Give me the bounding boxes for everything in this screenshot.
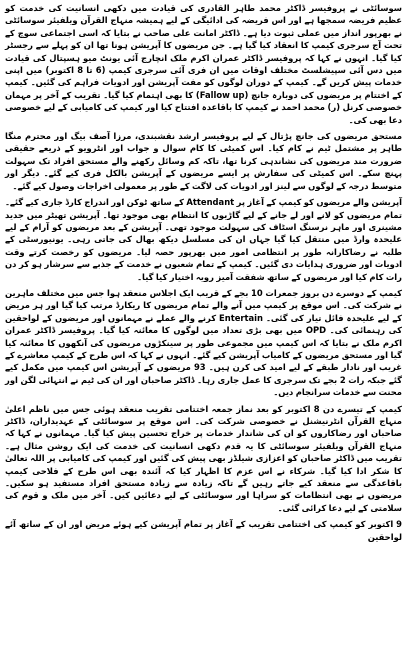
article-paragraph: کیمپ کے تیسرے دن 8 اکتوبر کو بعد نماز جمعہ اختتامی تقریب منعقد ہوئی جس میں ناظم اعلیٰ منہاج القرآن انٹرنیشنل نے خصوصی شرکت کی۔ اس موقع پر سوسائٹی کے عہدیداران، ڈاکٹر صاحبان اور رضاکاروں کو ان کی شاندار خدمات پر خراج تحسین پیش کیا گیا۔ مہمانوں نے کہا کہ منہاج القرآن ویلفیئر سوسائٹی کا یہ قدم دکھی انسانیت کی خدمت کی ایک روشن مثال ہے۔ تقریب میں ڈاکٹر صاحبان کو اعزازی شیلڈز بھی پیش کی گئیں اور کیمپ کی کامیابی پر اللہ تعالیٰ کا شکر ادا کیا گیا۔ شرکاء نے اس عزم کا اظہار کیا کہ آئندہ بھی اس طرح کے فلاحی کیمپ باقاعدگی سے منعقد کیے جاتے رہیں گے تاکہ زیادہ سے زیادہ مستحق افراد مستفید ہو سکیں۔ مریضوں نے بھی انتظامات کو سراہا اور سوسائٹی کے لیے دعائیں کیں۔ آخر میں ملک و قوم کی سلامتی کے لیے دعا کرائی گئی۔ [5,403,402,513]
article-paragraph: آپریشن والے مریضوں کو کیمپ کے آغاز پر Attendant کے ساتھ ٹوکن اور اندراج کارڈ جاری کیے گئے۔ تمام مریضوں کو لانے اور لے جانے کے لیے گاڑیوں کا انتظام بھی موجود تھا۔ آپریشن تھیٹر میں جدید مشینری اور ماہر نرسنگ اسٹاف کی سہولت موجود تھی۔ آپریشن کے بعد مریضوں کو آرام کے لیے علیحدہ وارڈ میں منتقل کیا گیا جہاں ان کی مسلسل دیکھ بھال کی جاتی رہی۔ یونیورسٹی کے طلبہ نے رضاکارانہ طور پر انتظامی امور میں بھرپور حصہ لیا۔ مریضوں کو رخصت کرتے وقت ادویات اور ضروری ہدایات دی گئیں۔ کیمپ کے تمام شعبوں نے خدمت کے جذبے سے سرشار ہو کر دن رات کام کیا اور مریضوں کے ساتھ شفقت آمیز رویہ اختیار کیا گیا۔ [5,197,402,282]
article-paragraph: سوسائٹی نے پروفیسر ڈاکٹر محمد طاہر القادری کی قیادت میں دکھی انسانیت کی خدمت کو عظیم فریضہ سمجھا ہے اور اس فریضہ کی ادائیگی کے لیے ہمیشہ منہاج القرآن ویلفیئر سوسائٹی نے بھرپور انداز میں عملی ثبوت دیا ہے۔ ڈاکٹر امانت علی صاحب نے بتایا کہ اسی اجتماعی سوچ کے تحت آج سرجری کیمپ کا انعقاد کیا گیا ہے۔ جن مریضوں کا آپریشن ہونا تھا ان کو پہلے سے رجسٹر کیا گیا۔ انہوں نے کہا کہ پروفیسر ڈاکٹر عمران اکرم ملک انچارج آئی یونٹ میو ہسپتال کی قیادت میں دس آئی سپیشلسٹ مختلف اوقات میں ان فری آئی سرجری کیمپ (6 تا 8 اکتوبر) میں اپنی خدمات پیش کریں گے۔ کیمپ کے دوران لوگوں کو مفت آپریشن اور ادویات فراہم کی گئیں۔ کیمپ کے اختتام پر مریضوں کی دوبارہ جانچ (Fallow up) کا بھی اہتمام کیا گیا۔ تقریب کے آخر پر مہمان خصوصی کرنل (ر) محمد احمد نے کیمپ کا باقاعدہ افتتاح کیا اور کیمپ کی کامیابی کے لیے خصوصی دعا بھی کی۔ [5,3,403,125]
article-paragraph: کیمپ کے دوسرے دن بروز جمعرات 10 بجے کے قریب ایک اجلاس منعقد ہوا جس میں مختلف ماہرین نے شرکت کی۔ اس موقع پر کیمپ میں آنے والے تمام مریضوں کا ریکارڈ مرتب کیا گیا اور ہر مریض کے لیے علیحدہ فائل تیار کی گئی۔ Entertain کرنے والے عملے نے مہمانوں اور مریضوں کے لواحقین کی رہنمائی کی۔ OPD میں بھی بڑی تعداد میں لوگوں کا معائنہ کیا گیا۔ پروفیسر ڈاکٹر عمران اکرم ملک نے بتایا کہ اس کیمپ میں مجموعی طور پر سینکڑوں مریضوں کی آنکھوں کا معائنہ کیا گیا اور مستحق مریضوں کے کامیاب آپریشن کیے گئے۔ انہوں نے کہا کہ اس طرح کے کیمپ معاشرے کے غریب اور نادار طبقے کے لیے امید کی کرن ہیں۔ 93 مریضوں کے آپریشن اس کیمپ میں مکمل کیے گئے جبکہ رات 2 بجے تک سرجری کا عمل جاری رہا۔ ڈاکٹر صاحبان اور ان کی ٹیم نے انتہائی لگن اور محنت سے خدمات سرانجام دیں۔ [5,287,402,398]
article-paragraph: مستحق مریضوں کی جانچ پڑتال کے لیے پروفیسر ارشد نقشبندی، مرزا آصف بیگ اور محترم منگا طاہر پر مشتمل ٹیم نے کام کیا۔ اس کمیٹی کا کام سوال و جواب اور انٹرویو کے ذریعے حقیقی ضرورت مند مریضوں کی نشاندہی کرنا تھا، تاکہ کم وسائل رکھنے والے مستحق افراد تک سہولت پہنچ سکے۔ اس کمیٹی کی سفارش پر ایسے مریضوں کے آپریشن بالکل فری کیے گئے۔ دیگر اور متوسط درجہ کے لوگوں سے لینز اور ادویات کی لاگت کے طور پر معمولی اخراجات وصول کیے گئے۔ [5,131,402,191]
article-paragraph: 9 اکتوبر کو کیمپ کی اختتامی تقریب کے آغاز پر تمام آپریشن کیے ہوئے مریض اور ان کے ساتھ آئے لواحقین [5,519,402,542]
